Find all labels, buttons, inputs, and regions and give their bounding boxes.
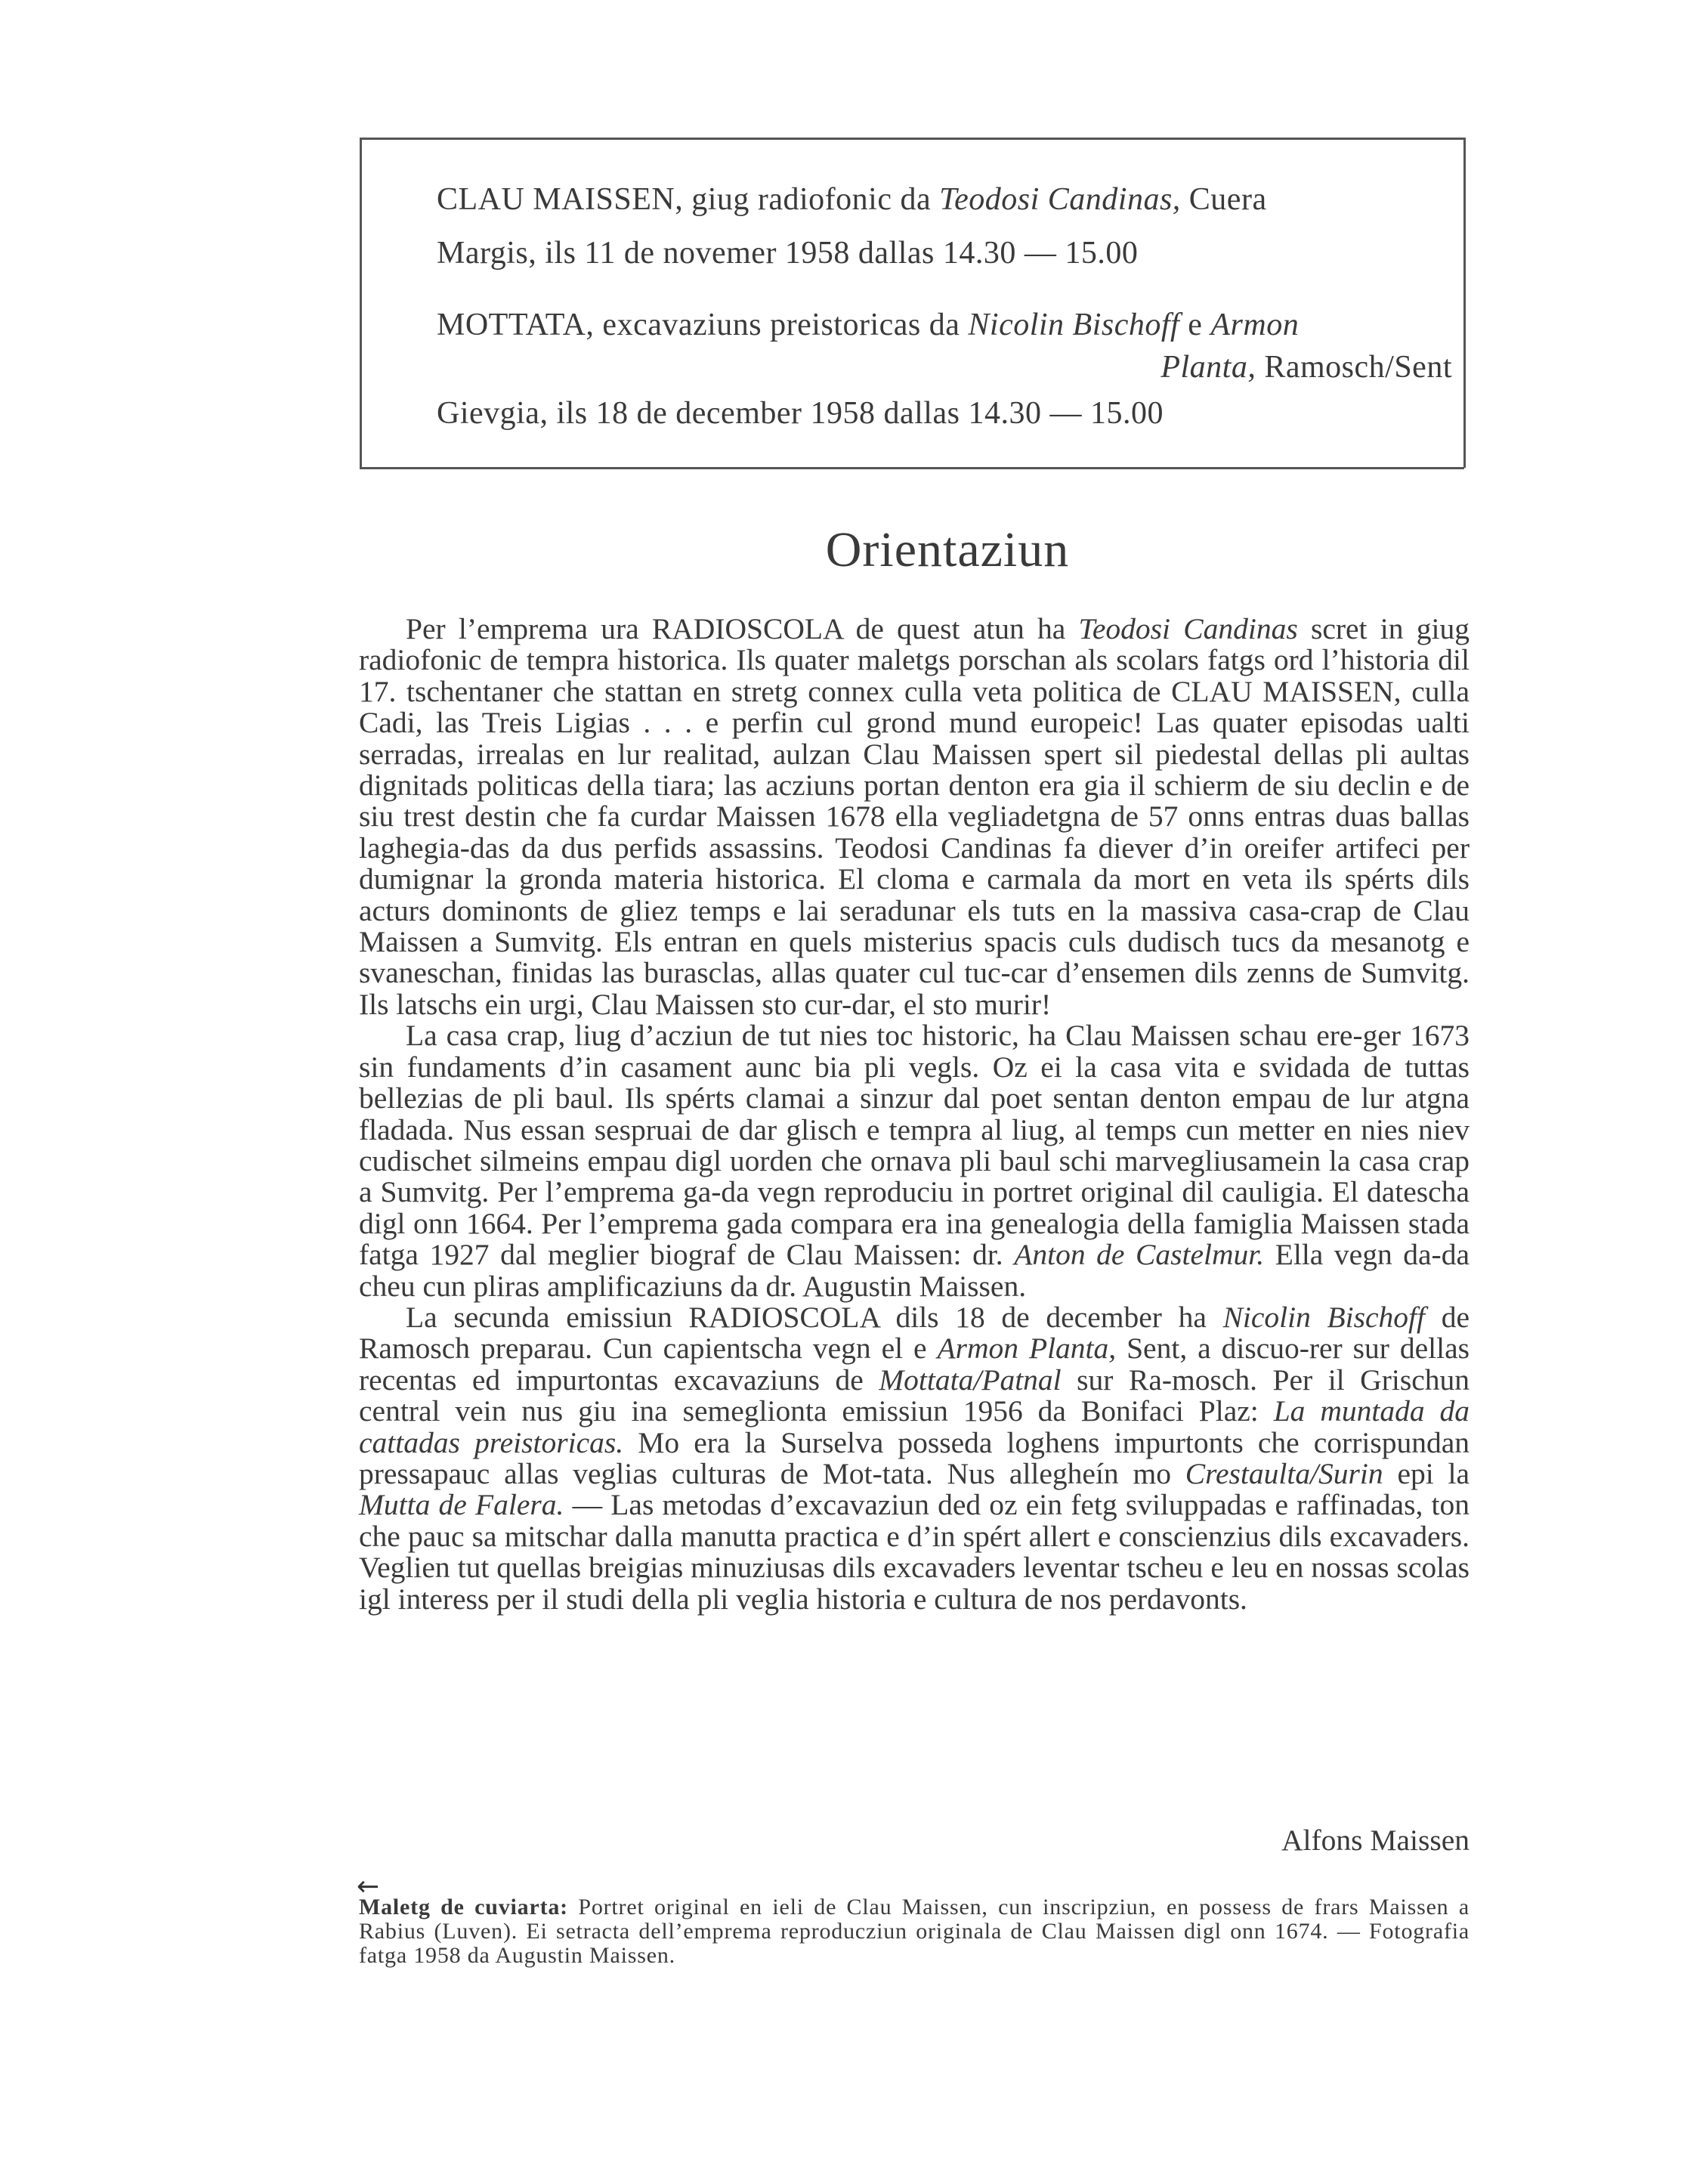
- caption-label: Maletg de cuviarta:: [359, 1895, 568, 1920]
- text-run: La casa crap, liug d’acziun de tut nies toc historic, ha Clau Maissen schau ere-ger 1673 sin fundaments d’in casament aunc bia pli vegls. Oz ei la casa vita e svidada de tuttas bellezias de pli baul. Ils spérts clamai a sinzur dal poet sentan denton empau de lur atgna fladada. Nus essan sespruai de dar glisch e tempra al liug, al temps cun metter en nies niev cudischet silmeins empau digl uorden che ornava pli baul schi marvegliusamein la casa crap a Sumvitg. Per l’emprema ga-da vegn reproduciu in portret original dil cauligia. El datescha digl onn 1664. Per l’emprema gada compara era ina genealogia della famiglia Maissen stada fatga 1927 dal meglier biograf de Clau Maissen: dr.: [359, 1019, 1470, 1272]
- author-name: Anton de Castelmur.: [1014, 1238, 1265, 1272]
- program-entry-2-title: MOTTATA, excavaziuns preistoricas da: [437, 308, 969, 342]
- place-name: Mutta de Falera.: [359, 1488, 564, 1522]
- program-entry-1-station: Cuera: [1180, 182, 1267, 217]
- program-entry-2-author-2-cont: Planta,: [1161, 350, 1256, 385]
- text-run: Sent, a discuo-rer sur dellas recentas ed impurtontas excavaziuns de: [359, 1332, 1470, 1397]
- program-entry-2-line-2: [1161, 349, 1452, 385]
- author-name: Armon Planta,: [937, 1332, 1117, 1366]
- program-entry-2-author-1: Nicolin Bischoff: [968, 308, 1180, 342]
- program-box-bottom-rule: [360, 467, 1464, 469]
- paragraph-3: [359, 1302, 1470, 1615]
- program-entry-1-line-2: Margis, ils 11 de novemer 1958 dallas 14.30 — 15.00: [437, 236, 1139, 271]
- text-run: Per l’emprema ura RADIOSCOLA de quest atun ha: [406, 612, 1079, 645]
- program-entry-1-author: Teodosi Candinas,: [939, 182, 1181, 217]
- text-run: Ella vegn da-da cheu cun pliras amplificaziuns da dr. Augustin Maissen.: [359, 1238, 1470, 1303]
- author-name: Nicolin Bischoff: [1222, 1300, 1426, 1334]
- program-entry-1-title: CLAU MAISSEN, giug radiofonic da: [437, 182, 940, 217]
- arrow-left-icon: ←: [357, 1871, 380, 1902]
- article-body: [359, 614, 1470, 1615]
- program-entry-2-station: Ramosch/Sent: [1256, 350, 1452, 385]
- caption-text: Portret original en ieli de Clau Maissen, cun inscripziun, en possess de frars Maissen a Rabius (Luven). Ei setracta dell’emprema reproducziun originala de Clau Maissen digl onn 1674. — Fotografia fatga 1958 da Augustin Maissen.: [359, 1895, 1470, 1968]
- text-run: scret in giug radiofonic de tempra historica. Ils quater maletgs porschan als scolars fatgs ord l’historia dil 17. tschentaner che stattan en stretg connex culla veta politica de CLAU MAISSEN, culla Cadi, las Treis Ligias . . . e perfin cul grond mund europeic! Las quater episodas ualti serradas, irrealas en lur realitad, aulzan Clau Maissen spert sil piedestal dellas pli aultas dignitads politicas della tiara; las acziuns portan denton era gia il schierm de siu declin e de siu trest destin che fa curdar Maissen 1678 ella vegliadetgna de 57 onns entras duas ballas laghegia-das da dus perfids assassins. Teodosi Candinas fa diever d’in oreifer artifeci per dumignar la gronda materia historica. El cloma e carmala da mort en veta ils spérts dils acturs dominonts de gliez temps e lai seradunar els tuts en la massiva casa-crap de Clau Maissen a Sumvitg. Els entran en quels misterius spacis culs dudisch tucs da mesanotg e svaneschan, finidas las burasclas, allas quater cul tuc-car d’ensemen dils zenns de Sumvitg. Ils latschs ein urgi, Clau Maissen sto cur-dar, el sto murir!: [359, 612, 1470, 1021]
- place-name: Mottata/Patnal: [879, 1363, 1062, 1397]
- place-name: Crestaulta/Surin: [1185, 1456, 1383, 1490]
- text-run: epi la: [1383, 1456, 1470, 1490]
- work-title: La muntada da cattadas preistoricas.: [359, 1394, 1470, 1459]
- text-run: La secunda emissiun RADIOSCOLA dils 18 de december ha: [406, 1300, 1223, 1334]
- text-run: de Ramosch preparau. Cun capientscha vegn el e: [359, 1300, 1470, 1366]
- program-entry-2-line-1: [437, 307, 1299, 343]
- article-title: Orientaziun: [825, 522, 1070, 577]
- program-entry-2-conjunction: e: [1179, 308, 1211, 342]
- text-run: sur Ra-mosch. Per il Grischun central vein nus giu ina semeglionta emissiun 1956 da Bonifaci Plaz:: [359, 1363, 1470, 1428]
- program-entry-2-line-3: Gievgia, ils 18 de december 1958 dallas 14.30 — 15.00: [437, 396, 1164, 431]
- paragraph-1: [359, 614, 1470, 1020]
- paragraph-2: [359, 1020, 1470, 1302]
- text-run: Mo era la Surselva posseda loghens impurtonts che corrispundan pressapauc allas veglias culturas de Mot-tata. Nus allegheín mo: [359, 1425, 1470, 1490]
- program-entry-2-author-2: Armon: [1210, 308, 1300, 342]
- program-entry-1-line-1: [437, 181, 1267, 218]
- text-run: — Las metodas d’excavaziun ded oz ein fetg sviluppadas e raffinadas, ton che pauc sa mitschar dalla manutta practica e d’in spért allert e conscienzius dils excavaders. Veglien tut quellas breigias minuziusas dils excavaders leventar tscheu e leu en nossas scolas igl interess per il studi della pli veglia historia e cultura de nos perdavonts.: [359, 1488, 1470, 1616]
- cover-caption: [359, 1895, 1470, 1968]
- signature: Alfons Maissen: [1281, 1824, 1470, 1857]
- author-name: Teodosi Candinas: [1078, 612, 1298, 645]
